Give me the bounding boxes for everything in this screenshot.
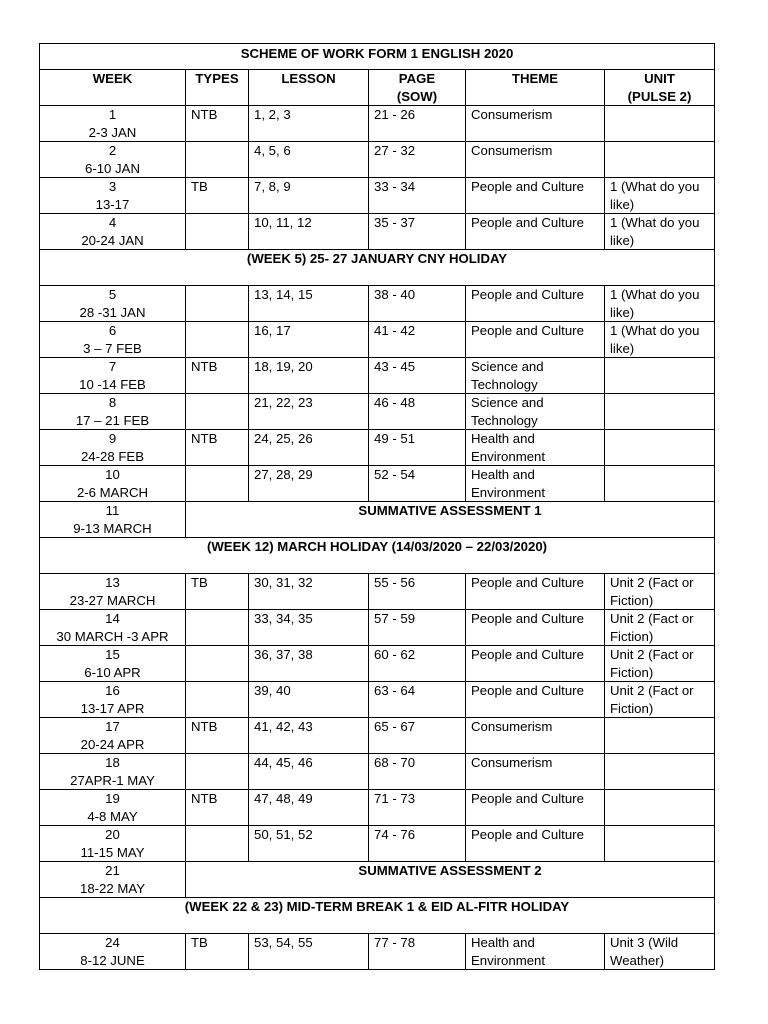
week-cell — [40, 466, 186, 502]
table-row — [40, 286, 715, 322]
week-dates: 23-27 MARCH — [69, 592, 156, 608]
page-cell: 27 - 32 — [369, 142, 466, 178]
holiday-banner-row — [40, 250, 715, 286]
page-cell: 49 - 51 — [369, 430, 466, 466]
page-cell: 33 - 34 — [369, 178, 466, 214]
theme-cell: People and Culture — [466, 178, 605, 214]
header-unit-line1: UNIT — [644, 71, 675, 86]
unit-cell: 1 (What do you like) — [605, 178, 715, 214]
unit-cell — [605, 106, 715, 142]
theme-cell: Health and Environment — [466, 934, 605, 970]
theme-cell: People and Culture — [466, 286, 605, 322]
title-row — [40, 44, 715, 70]
page-cell: 55 - 56 — [369, 574, 466, 610]
table-row — [40, 574, 715, 610]
header-types: TYPES — [186, 70, 249, 106]
holiday-banner: (WEEK 5) 25- 27 JANUARY CNY HOLIDAY — [40, 250, 715, 286]
header-unit-line2: (PULSE 2) — [627, 88, 692, 104]
week-dates: 18-22 MAY — [80, 880, 145, 896]
theme-cell: People and Culture — [466, 646, 605, 682]
week-number: 6 — [108, 323, 117, 338]
lesson-cell: 30, 31, 32 — [249, 574, 369, 610]
week-number: 11 — [105, 503, 120, 518]
header-lesson: LESSON — [249, 70, 369, 106]
type-cell: NTB — [186, 106, 249, 142]
table-row — [40, 826, 715, 862]
lesson-cell: 4, 5, 6 — [249, 142, 369, 178]
unit-cell — [605, 754, 715, 790]
week-number: 15 — [105, 647, 120, 662]
table-row — [40, 610, 715, 646]
week-dates: 17 – 21 FEB — [75, 412, 150, 428]
lesson-cell: 21, 22, 23 — [249, 394, 369, 430]
assessment-label: SUMMATIVE ASSESSMENT 1 — [186, 502, 715, 538]
header-unit — [605, 70, 715, 106]
type-cell — [186, 286, 249, 322]
week-cell — [40, 430, 186, 466]
week-cell — [40, 610, 186, 646]
type-cell: NTB — [186, 430, 249, 466]
table-row — [40, 358, 715, 394]
week-number: 3 — [108, 179, 117, 194]
week-dates: 6-10 JAN — [85, 160, 140, 176]
type-cell: TB — [186, 178, 249, 214]
week-number: 17 — [105, 719, 120, 734]
header-week: WEEK — [40, 70, 186, 106]
type-cell — [186, 754, 249, 790]
page-cell: 21 - 26 — [369, 106, 466, 142]
lesson-cell: 13, 14, 15 — [249, 286, 369, 322]
lesson-cell: 1, 2, 3 — [249, 106, 369, 142]
unit-cell: Unit 2 (Fact or Fiction) — [605, 610, 715, 646]
assessment-label: SUMMATIVE ASSESSMENT 2 — [186, 862, 715, 898]
header-row — [40, 70, 715, 106]
header-page-line2: (SOW) — [396, 88, 438, 104]
week-dates: 3 – 7 FEB — [83, 340, 142, 356]
type-cell — [186, 826, 249, 862]
lesson-cell: 41, 42, 43 — [249, 718, 369, 754]
lesson-cell: 18, 19, 20 — [249, 358, 369, 394]
type-cell — [186, 214, 249, 250]
type-cell — [186, 466, 249, 502]
week-dates: 24-28 FEB — [80, 448, 145, 464]
lesson-cell: 53, 54, 55 — [249, 934, 369, 970]
type-cell: NTB — [186, 718, 249, 754]
lesson-cell: 47, 48, 49 — [249, 790, 369, 826]
type-cell: TB — [186, 934, 249, 970]
lesson-cell: 27, 28, 29 — [249, 466, 369, 502]
week-dates: 9-13 MARCH — [73, 520, 152, 536]
table-row — [40, 178, 715, 214]
lesson-cell: 33, 34, 35 — [249, 610, 369, 646]
theme-cell: People and Culture — [466, 322, 605, 358]
week-number: 1 — [108, 107, 117, 122]
week-dates: 20-24 APR — [80, 736, 145, 752]
page-cell: 65 - 67 — [369, 718, 466, 754]
page-cell: 43 - 45 — [369, 358, 466, 394]
holiday-banner-row — [40, 538, 715, 574]
table-row — [40, 466, 715, 502]
week-number: 10 — [105, 467, 120, 482]
page-cell: 46 - 48 — [369, 394, 466, 430]
theme-cell: Consumerism — [466, 142, 605, 178]
unit-cell — [605, 718, 715, 754]
week-cell — [40, 178, 186, 214]
week-number: 21 — [105, 863, 120, 878]
unit-cell — [605, 466, 715, 502]
week-number: 2 — [108, 143, 117, 158]
type-cell — [186, 682, 249, 718]
week-number: 19 — [105, 791, 120, 806]
theme-cell: Science and Technology — [466, 394, 605, 430]
lesson-cell: 39, 40 — [249, 682, 369, 718]
table-row — [40, 214, 715, 250]
page-cell: 63 - 64 — [369, 682, 466, 718]
week-number: 14 — [105, 611, 120, 626]
assessment-row — [40, 862, 715, 898]
type-cell — [186, 646, 249, 682]
type-cell: NTB — [186, 790, 249, 826]
page-cell: 35 - 37 — [369, 214, 466, 250]
week-number: 7 — [108, 359, 117, 374]
table-row — [40, 322, 715, 358]
theme-cell: People and Culture — [466, 826, 605, 862]
page-cell: 60 - 62 — [369, 646, 466, 682]
scheme-of-work-table — [39, 43, 715, 970]
week-cell — [40, 214, 186, 250]
week-dates: 20-24 JAN — [81, 232, 144, 248]
week-dates: 6-10 APR — [84, 664, 141, 680]
week-cell — [40, 286, 186, 322]
theme-cell: People and Culture — [466, 682, 605, 718]
week-number: 20 — [105, 827, 120, 842]
type-cell — [186, 322, 249, 358]
type-cell — [186, 142, 249, 178]
holiday-banner-row — [40, 898, 715, 934]
theme-cell: People and Culture — [466, 214, 605, 250]
page-cell: 38 - 40 — [369, 286, 466, 322]
week-dates: 13-17 — [95, 196, 130, 212]
week-number: 13 — [105, 575, 120, 590]
week-dates: 2-6 MARCH — [76, 484, 149, 500]
theme-cell: People and Culture — [466, 790, 605, 826]
week-cell — [40, 754, 186, 790]
week-cell — [40, 682, 186, 718]
theme-cell: Science and Technology — [466, 358, 605, 394]
unit-cell — [605, 430, 715, 466]
week-dates: 2-3 JAN — [88, 124, 137, 140]
theme-cell: People and Culture — [466, 610, 605, 646]
week-cell — [40, 718, 186, 754]
holiday-banner: (WEEK 12) MARCH HOLIDAY (14/03/2020 – 22/03/2020) — [40, 538, 715, 574]
table-row — [40, 394, 715, 430]
lesson-cell: 7, 8, 9 — [249, 178, 369, 214]
table-title: SCHEME OF WORK FORM 1 ENGLISH 2020 — [40, 44, 715, 70]
week-number: 9 — [108, 431, 117, 446]
table-row — [40, 718, 715, 754]
week-cell — [40, 574, 186, 610]
table-row — [40, 142, 715, 178]
header-page-line1: PAGE — [398, 71, 436, 86]
week-number: 16 — [105, 683, 120, 698]
header-theme: THEME — [466, 70, 605, 106]
unit-cell — [605, 358, 715, 394]
week-cell — [40, 394, 186, 430]
type-cell: NTB — [186, 358, 249, 394]
week-dates: 27APR-1 MAY — [70, 772, 155, 788]
unit-cell: 1 (What do you like) — [605, 322, 715, 358]
lesson-cell: 50, 51, 52 — [249, 826, 369, 862]
page-cell: 77 - 78 — [369, 934, 466, 970]
week-dates: 11-15 MAY — [80, 844, 145, 860]
lesson-cell: 44, 45, 46 — [249, 754, 369, 790]
week-number: 5 — [108, 287, 117, 302]
week-cell — [40, 142, 186, 178]
page-cell: 71 - 73 — [369, 790, 466, 826]
theme-cell: People and Culture — [466, 574, 605, 610]
week-cell — [40, 934, 186, 970]
theme-cell: Consumerism — [466, 754, 605, 790]
table-row — [40, 790, 715, 826]
unit-cell — [605, 394, 715, 430]
unit-cell: Unit 2 (Fact or Fiction) — [605, 682, 715, 718]
week-cell — [40, 826, 186, 862]
unit-cell — [605, 142, 715, 178]
page-cell: 74 - 76 — [369, 826, 466, 862]
unit-cell: 1 (What do you like) — [605, 286, 715, 322]
lesson-cell: 16, 17 — [249, 322, 369, 358]
week-cell — [40, 322, 186, 358]
week-dates: 4-8 MAY — [87, 808, 138, 824]
table-row — [40, 682, 715, 718]
unit-cell — [605, 790, 715, 826]
theme-cell: Consumerism — [466, 106, 605, 142]
week-dates: 8-12 JUNE — [80, 952, 145, 968]
unit-cell: Unit 3 (Wild Weather) — [605, 934, 715, 970]
table-row — [40, 934, 715, 970]
theme-cell: Consumerism — [466, 718, 605, 754]
theme-cell: Health and Environment — [466, 430, 605, 466]
lesson-cell: 36, 37, 38 — [249, 646, 369, 682]
page-cell: 68 - 70 — [369, 754, 466, 790]
week-cell — [40, 502, 186, 538]
type-cell: TB — [186, 574, 249, 610]
page-cell: 41 - 42 — [369, 322, 466, 358]
table-row — [40, 646, 715, 682]
lesson-cell: 24, 25, 26 — [249, 430, 369, 466]
theme-cell: Health and Environment — [466, 466, 605, 502]
week-cell — [40, 862, 186, 898]
table-row — [40, 754, 715, 790]
week-dates: 30 MARCH -3 APR — [56, 628, 169, 644]
week-dates: 13-17 APR — [80, 700, 145, 716]
assessment-row — [40, 502, 715, 538]
type-cell — [186, 394, 249, 430]
type-cell — [186, 610, 249, 646]
week-dates: 28 -31 JAN — [79, 304, 146, 320]
table-row — [40, 106, 715, 142]
unit-cell: 1 (What do you like) — [605, 214, 715, 250]
week-cell — [40, 790, 186, 826]
week-cell — [40, 358, 186, 394]
week-number: 4 — [108, 215, 117, 230]
week-number: 18 — [105, 755, 120, 770]
header-page — [369, 70, 466, 106]
week-cell — [40, 106, 186, 142]
lesson-cell: 10, 11, 12 — [249, 214, 369, 250]
holiday-banner: (WEEK 22 & 23) MID-TERM BREAK 1 & EID AL-FITR HOLIDAY — [40, 898, 715, 934]
page-cell: 57 - 59 — [369, 610, 466, 646]
week-dates: 10 -14 FEB — [79, 376, 146, 392]
week-cell — [40, 646, 186, 682]
unit-cell — [605, 826, 715, 862]
table-row — [40, 430, 715, 466]
unit-cell: Unit 2 (Fact or Fiction) — [605, 646, 715, 682]
week-number: 24 — [105, 935, 120, 950]
week-number: 8 — [108, 395, 117, 410]
unit-cell: Unit 2 (Fact or Fiction) — [605, 574, 715, 610]
page-cell: 52 - 54 — [369, 466, 466, 502]
